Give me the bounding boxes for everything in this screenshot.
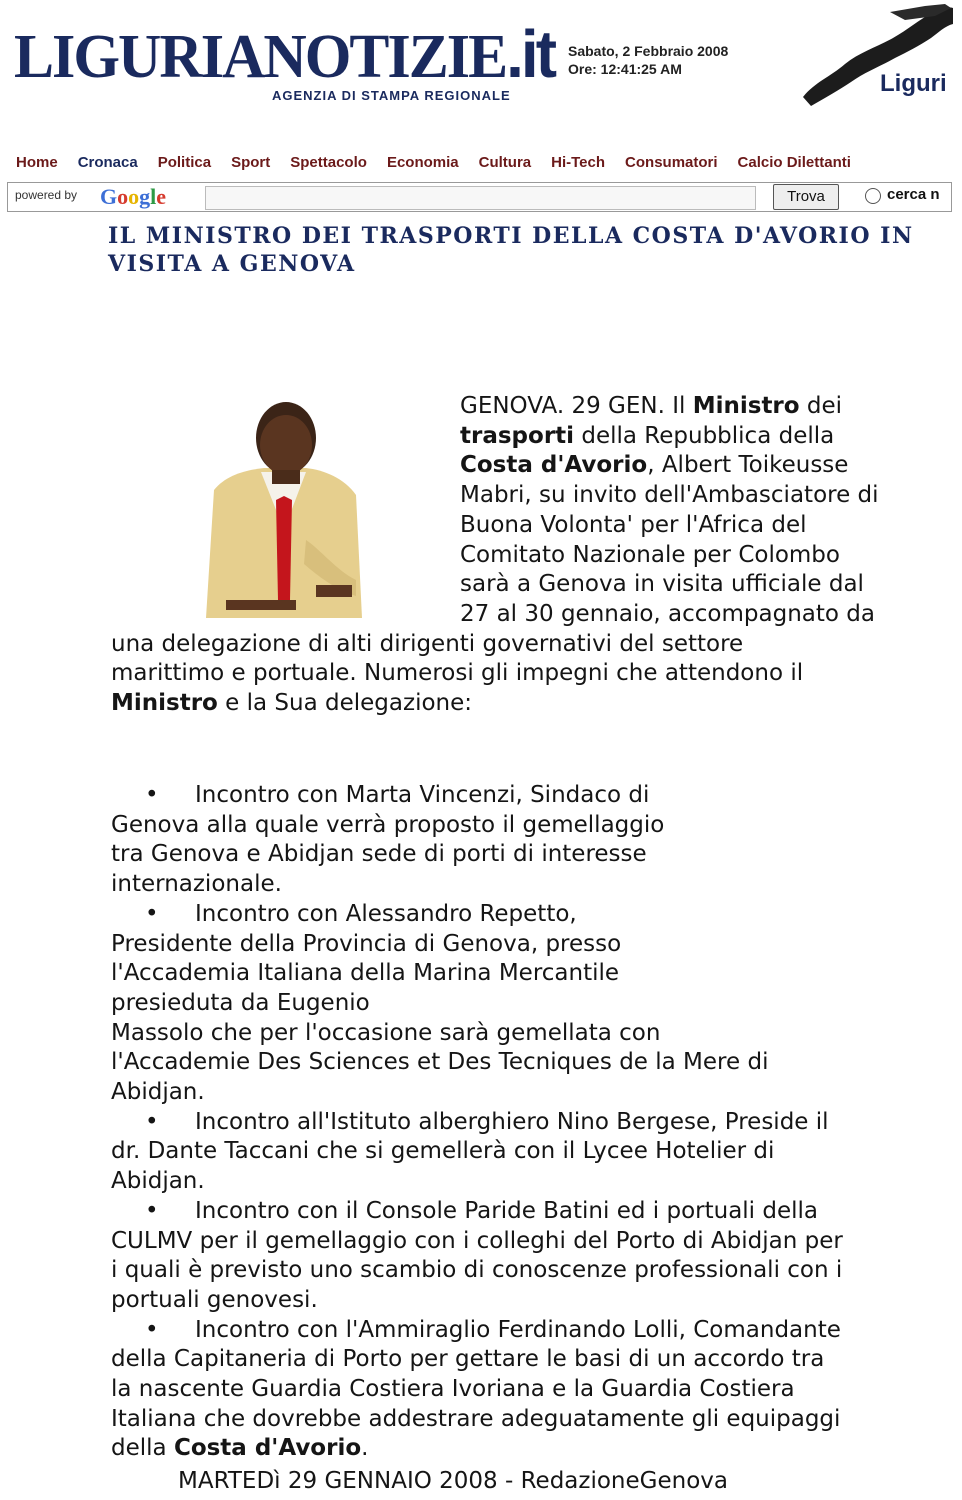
intro-line: 27 al 30 gennaio, accompagnato da <box>460 600 875 627</box>
bullet-line: della Costa d'Avorio. <box>111 1435 369 1462</box>
site-tagline: AGENZIA DI STAMPA REGIONALE <box>272 88 511 103</box>
bullet-line: tra Genova e Abidjan sede di porti di interesse <box>111 841 647 868</box>
bullet-line: l'Accademie Des Sciences et Des Tecniques de la Mere di <box>111 1049 769 1076</box>
bullet-line: i quali è previsto uno scambio di conoscenze professionali con i <box>111 1257 843 1284</box>
intro-line: Buona Volonta' per l'Africa del <box>460 511 807 538</box>
bullet-line: Incontro all'Istituto alberghiero Nino Bergese, Preside il <box>195 1108 829 1135</box>
intro-line: marittimo e portuale. Numerosi gli impegni che attendono il <box>111 660 804 687</box>
bullet-icon: • <box>145 1197 159 1224</box>
article-byline: MARTEDì 29 GENNAIO 2008 - RedazioneGenova <box>178 1468 728 1494</box>
nav-item-sport[interactable]: Sport <box>231 154 271 171</box>
bullet-icon: • <box>145 900 159 927</box>
bullet-line: presieduta da Eugenio <box>111 989 370 1016</box>
current-date: Sabato, 2 Febbraio 2008 <box>568 43 729 59</box>
logo-text: LIGURIANOTIZIE <box>14 21 507 91</box>
intro-line: Costa d'Avorio, Albert Toikeusse <box>460 452 849 479</box>
nav-item-cronaca[interactable]: Cronaca <box>77 154 138 171</box>
bullet-line: Presidente della Provincia di Genova, presso <box>111 930 622 957</box>
bullet-line: Incontro con l'Ammiraglio Ferdinando Lolli, Comandante <box>195 1316 841 1343</box>
intro-line: Ministro e la Sua delegazione: <box>111 690 473 716</box>
nav-item-consumatori[interactable]: Consumatori <box>625 154 718 171</box>
bullet-line: la nascente Guardia Costiera Ivoriana e la Guardia Costiera <box>111 1376 795 1403</box>
current-time: Ore: 12:41:25 AM <box>568 61 682 77</box>
powered-by-label: powered by <box>15 188 78 202</box>
bullet-line: Genova alla quale verrà proposto il gemellaggio <box>111 811 665 838</box>
main-nav <box>16 154 871 171</box>
intro-line: una delegazione di alti dirigenti governativi del settore <box>111 630 744 657</box>
bullet-line: Incontro con Alessandro Repetto, <box>195 900 577 927</box>
bullet-line: dr. Dante Taccani che si gemellerà con il Lycee Hotelier di <box>111 1138 775 1165</box>
nav-item-home[interactable]: Home <box>16 154 58 171</box>
intro-line: trasporti della Repubblica della <box>460 422 835 449</box>
intro-line: Mabri, su invito dell'Ambasciatore di <box>460 482 879 509</box>
bullet-line: della Capitaneria di Porto per gettare le basi di un accordo tra <box>111 1346 825 1373</box>
bullet-line: l'Accademia Italiana della Marina Mercantile <box>111 960 620 987</box>
intro-line: GENOVA. 29 GEN. Il Ministro dei <box>460 393 843 419</box>
intro-line: sarà a Genova in visita ufficiale dal <box>460 571 864 598</box>
bullet-line: Abidjan. <box>111 1079 205 1106</box>
bullet-line: Italiana che dovrebbe addestrare adeguatamente gli equipaggi <box>111 1405 841 1432</box>
bullet-line: Massolo che per l'occasione sarà gemellata con <box>111 1019 661 1046</box>
bullet-line: portuali genovesi. <box>111 1286 318 1313</box>
google-logo: Google <box>100 184 167 209</box>
logo-tld: .it <box>506 16 555 92</box>
bullet-line: Abidjan. <box>111 1168 205 1195</box>
bullet-icon: • <box>145 782 159 809</box>
search-input[interactable] <box>205 186 756 210</box>
search-radio-icon[interactable] <box>865 188 881 204</box>
nav-item-calcio-dilettanti[interactable]: Calcio Dilettanti <box>737 154 851 171</box>
bullet-line: CULMV per il gemellaggio con i colleghi del Porto di Abidjan per <box>111 1227 843 1254</box>
article-headline: IL MINISTRO DEI TRASPORTI DELLA COSTA D'AVORIO IN VISITA A GENOVA <box>108 223 914 277</box>
intro-line: Comitato Nazionale per Colombo <box>460 541 840 568</box>
site-logo[interactable] <box>14 16 555 92</box>
bullet-line: internazionale. <box>111 871 282 898</box>
nav-item-economia[interactable]: Economia <box>386 154 459 171</box>
bullet-line: Incontro con Marta Vincenzi, Sindaco di <box>195 782 650 809</box>
bullet-icon: • <box>145 1316 159 1343</box>
search-button[interactable]: Trova <box>773 184 839 210</box>
nav-item-cultura[interactable]: Cultura <box>478 154 532 171</box>
bullet-line: Incontro con il Console Paride Batini ed i portuali della <box>195 1197 819 1224</box>
nav-item-politica[interactable]: Politica <box>157 154 212 171</box>
region-label: Liguri <box>880 70 947 97</box>
nav-item-spettacolo[interactable]: Spettacolo <box>290 154 367 171</box>
date-time-box <box>568 42 728 78</box>
minister-photo <box>206 400 362 618</box>
nav-item-hitech[interactable]: Hi-Tech <box>551 154 606 171</box>
bullet-icon: • <box>145 1108 159 1135</box>
search-radio-label: cerca n <box>887 186 940 203</box>
